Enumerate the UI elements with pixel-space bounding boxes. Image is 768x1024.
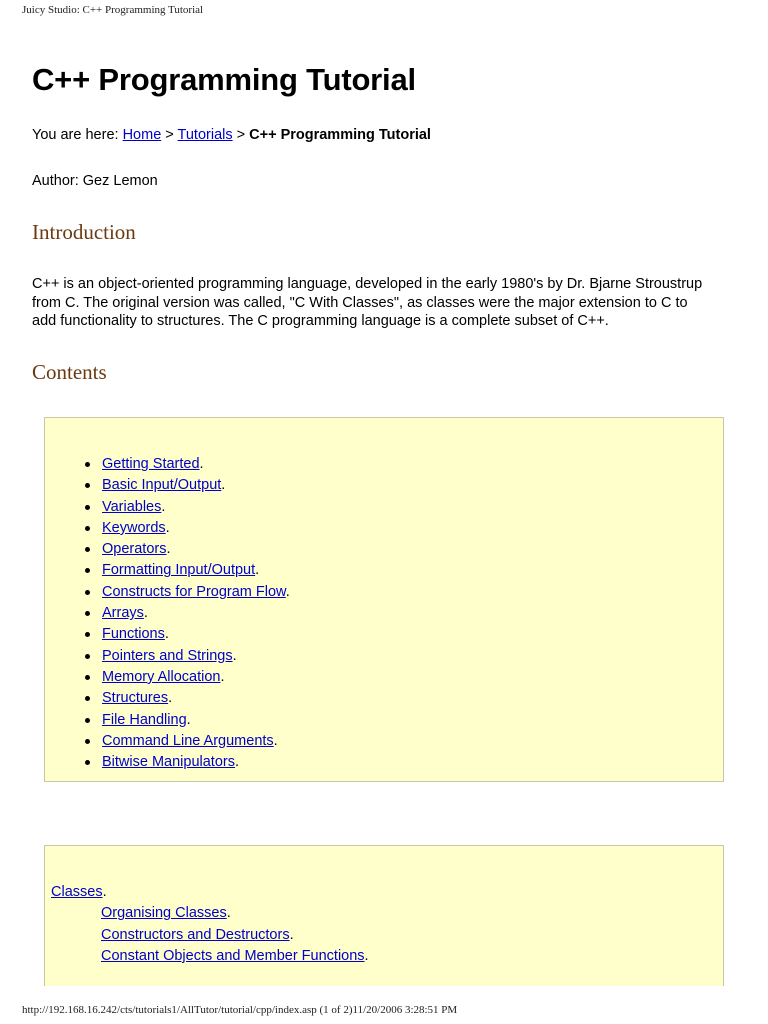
contents-link[interactable]: Formatting Input/Output	[102, 562, 256, 579]
contents-list	[85, 454, 290, 773]
breadcrumb-link-tutorials[interactable]: Tutorials	[177, 127, 233, 143]
contents-list-item	[85, 667, 290, 688]
contents-list-item	[85, 539, 290, 560]
introduction-heading: Introduction	[32, 220, 136, 244]
trailing-period: .	[102, 884, 107, 900]
contents-link[interactable]: File Handling	[102, 711, 187, 728]
trailing-period: .	[168, 690, 173, 707]
introduction-line: from C. The original version was called, "C With Classes", as classes were the major extension to C to	[32, 294, 688, 311]
bullet-icon	[85, 654, 90, 659]
trailing-period: .	[220, 668, 225, 685]
classes-list	[51, 882, 369, 967]
classes-sub-link[interactable]: Constant Objects and Member Functions	[101, 947, 365, 964]
introduction-line: C++ is an object-oriented programming language, developed in the early 1980's by Dr. Bjarne Stroustrup	[32, 276, 703, 292]
contents-list-item	[85, 475, 290, 496]
bullet-icon	[85, 483, 90, 488]
print-footer: http://192.168.16.242/cts/tutorials1/AllTutor/tutorial/cpp/index.asp (1 of 2)11/20/2006 3:28:51 PM	[22, 1004, 458, 1016]
contents-list-item	[85, 646, 290, 667]
page-title: C++ Programming Tutorial	[32, 62, 416, 97]
contents-link[interactable]: Keywords	[102, 519, 166, 536]
contents-link[interactable]: Structures	[102, 690, 169, 707]
trailing-period: .	[166, 541, 171, 558]
breadcrumb	[32, 127, 431, 143]
trailing-period: .	[199, 456, 204, 472]
trailing-period: .	[234, 754, 240, 771]
contents-link[interactable]: Getting Started	[102, 456, 200, 472]
bullet-icon	[85, 590, 90, 595]
breadcrumb-current: C++ Programming Tutorial	[249, 127, 431, 143]
contents-heading: Contents	[32, 360, 107, 384]
classes-sub-link[interactable]: Organising Classes	[101, 905, 227, 922]
trailing-period: .	[226, 905, 231, 922]
contents-list-item	[85, 710, 290, 731]
classes-sub-link[interactable]: Constructors and Destructors	[101, 926, 290, 943]
bullet-icon	[85, 547, 90, 552]
breadcrumb-separator: >	[236, 127, 246, 143]
contents-link[interactable]: Memory Allocation	[102, 668, 221, 685]
bullet-icon	[85, 675, 90, 680]
trailing-period: .	[232, 647, 237, 664]
contents-list-item	[85, 454, 290, 475]
trailing-period: .	[289, 926, 294, 943]
contents-list-item	[85, 560, 290, 581]
breadcrumb-separator: >	[165, 127, 174, 143]
classes-link[interactable]: Classes	[51, 884, 103, 900]
bullet-icon	[85, 718, 90, 723]
bullet-icon	[85, 739, 90, 744]
contents-link[interactable]: Basic Input/Output	[102, 477, 222, 494]
classes-sub-item	[51, 903, 369, 924]
trailing-period: .	[364, 947, 369, 964]
bullet-icon	[85, 696, 90, 701]
contents-box	[44, 417, 724, 782]
bullet-icon	[85, 760, 90, 765]
trailing-period: .	[186, 711, 191, 728]
introduction-paragraph	[32, 275, 742, 331]
contents-link[interactable]: Bitwise Manipulators	[102, 754, 235, 771]
trailing-period: .	[285, 583, 290, 600]
print-header: Juicy Studio: C++ Programming Tutorial	[22, 4, 204, 16]
bullet-icon	[85, 611, 90, 616]
bullet-icon	[85, 505, 90, 510]
bullet-icon	[85, 462, 90, 467]
author-line: Author: Gez Lemon	[32, 173, 158, 189]
contents-link[interactable]: Arrays	[102, 605, 144, 622]
contents-link[interactable]: Command Line Arguments	[102, 732, 274, 749]
bullet-icon	[85, 632, 90, 637]
classes-sub-item	[51, 946, 369, 967]
classes-title-row	[51, 882, 369, 903]
trailing-period: .	[273, 732, 278, 749]
trailing-period: .	[161, 498, 166, 515]
trailing-period: .	[255, 562, 260, 579]
trailing-period: .	[165, 519, 170, 536]
breadcrumb-link-home[interactable]: Home	[122, 127, 162, 143]
classes-sub-item	[51, 925, 369, 946]
trailing-period: .	[164, 626, 169, 643]
contents-list-item	[85, 497, 290, 518]
contents-list-item	[85, 624, 290, 645]
classes-box	[44, 845, 724, 986]
contents-list-item	[85, 582, 290, 603]
contents-list-item	[85, 603, 290, 624]
bullet-icon	[85, 526, 90, 531]
trailing-period: .	[143, 605, 148, 622]
contents-list-item	[85, 752, 290, 773]
contents-link[interactable]: Variables	[102, 498, 162, 515]
contents-list-item	[85, 518, 290, 539]
contents-link[interactable]: Functions	[102, 626, 165, 643]
contents-link[interactable]: Operators	[102, 541, 167, 558]
introduction-line: add functionality to structures. The C programming language is a complete subset of C++.	[32, 313, 609, 329]
breadcrumb-prefix: You are here:	[32, 127, 119, 143]
contents-list-item	[85, 688, 290, 709]
bullet-icon	[85, 568, 90, 573]
trailing-period: .	[221, 477, 226, 494]
contents-list-item	[85, 731, 290, 752]
contents-link[interactable]: Constructs for Program Flow	[102, 583, 286, 600]
contents-link[interactable]: Pointers and Strings	[102, 647, 233, 664]
